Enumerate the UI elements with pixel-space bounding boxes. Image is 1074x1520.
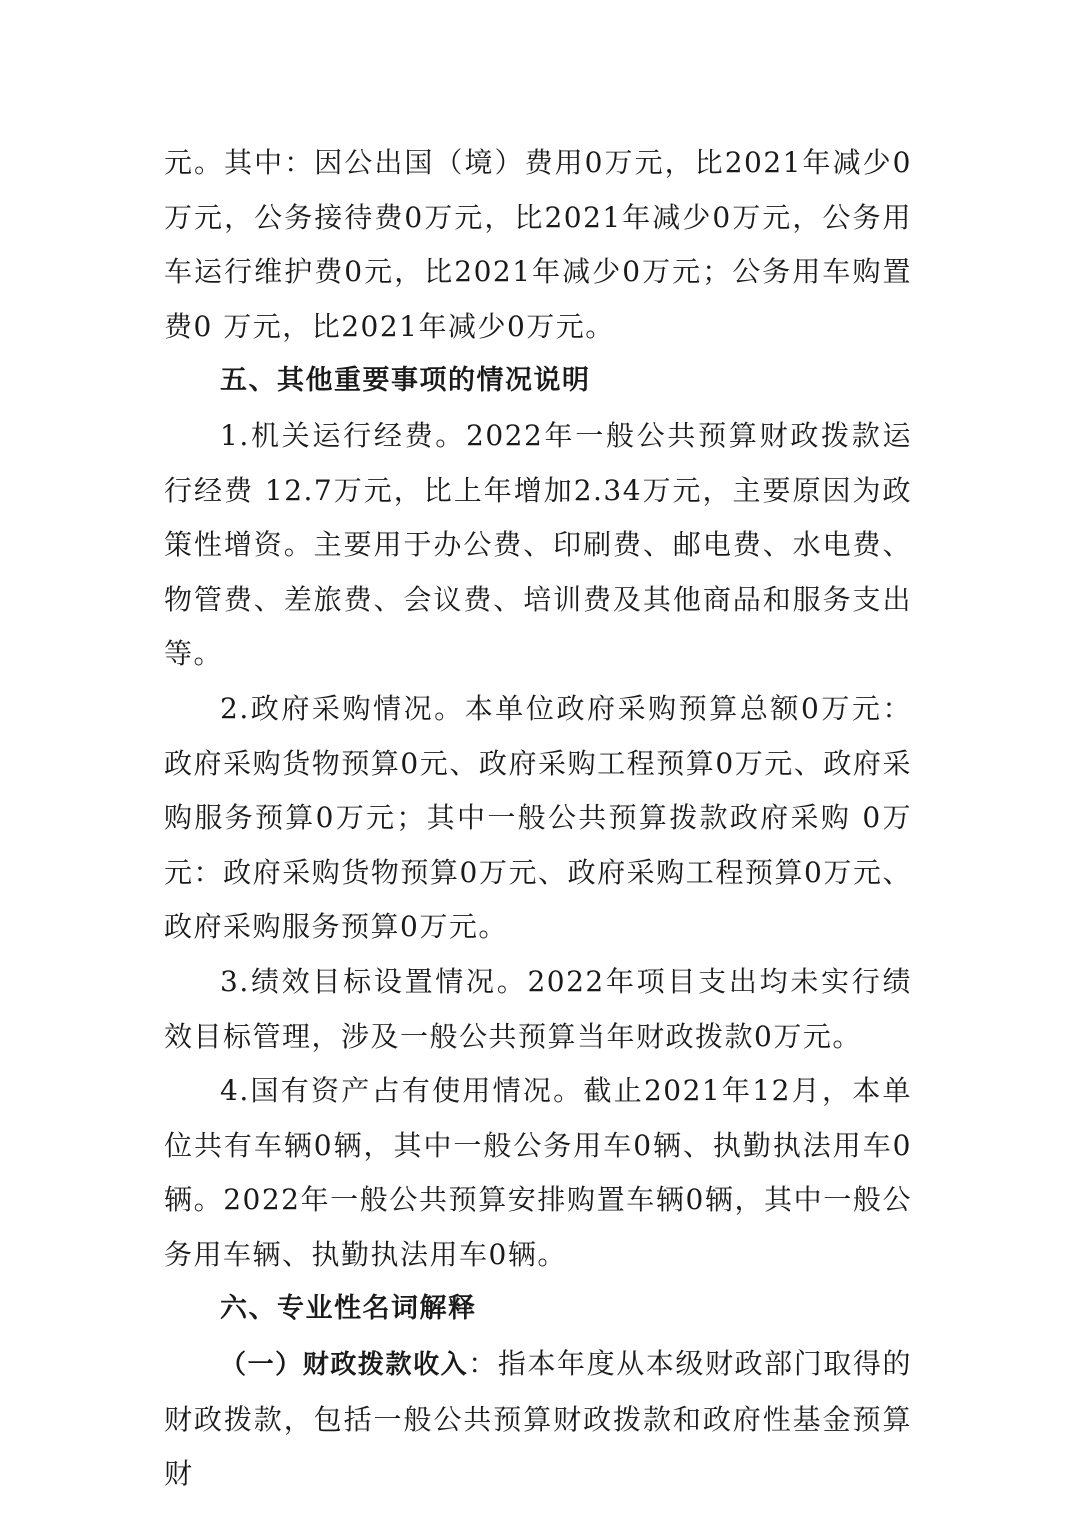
paragraph-item-3: 3.绩效目标设置情况。2022年项目支出均未实行绩效目标管理，涉及一般公共预算当年财政拨款0万元。: [164, 964, 912, 1053]
paragraph-item-1: 1.机关运行经费。2022年一般公共预算财政拨款运行经费 12.7万元，比上年增加2.34万元，主要原因为政策性增资。主要用于办公费、印刷费、邮电费、水电费、物管费、差旅费、会议费、培训费及其他商品和服务支出等。: [164, 418, 912, 671]
section-heading-5: 五、其他重要事项的情况说明: [220, 365, 591, 397]
paragraph-term-1: [164, 1337, 912, 1502]
paragraph-opening: 元。其中：因公出国（境）费用0万元，比2021年减少0万元，公务接待费0万元，比2021年减少0万元，公务用车运行维护费0元，比2021年减少0万元；公务用车购置费0 万元，比2021年减少0万元。: [164, 146, 912, 343]
term-label: （一）财政拨款收入: [220, 1350, 469, 1381]
term-definition: ：指本年度从本级财政部门取得的财政拨款，包括一般公共预算财政拨款和政府性基金预算财: [164, 1347, 912, 1491]
paragraph-item-2: 2.政府采购情况。本单位政府采购预算总额0万元：政府采购货物预算0元、政府采购工程预算0万元、政府采购服务预算0万元；其中一般公共预算拨款政府采购 0万元：政府采购货物预算0万元、政府采购工程预算0万元、政府采购服务预算0万元。: [164, 691, 912, 944]
section-heading-6: 六、专业性名词解释: [220, 1293, 477, 1325]
paragraph-item-4: 4.国有资产占有使用情况。截止2021年12月，本单位共有车辆0辆，其中一般公务用车0辆、执勤执法用车0辆。2022年一般公共预算安排购置车辆0辆，其中一般公务用车辆、执勤执法用车0辆。: [164, 1074, 912, 1271]
document-body: [164, 136, 912, 1502]
